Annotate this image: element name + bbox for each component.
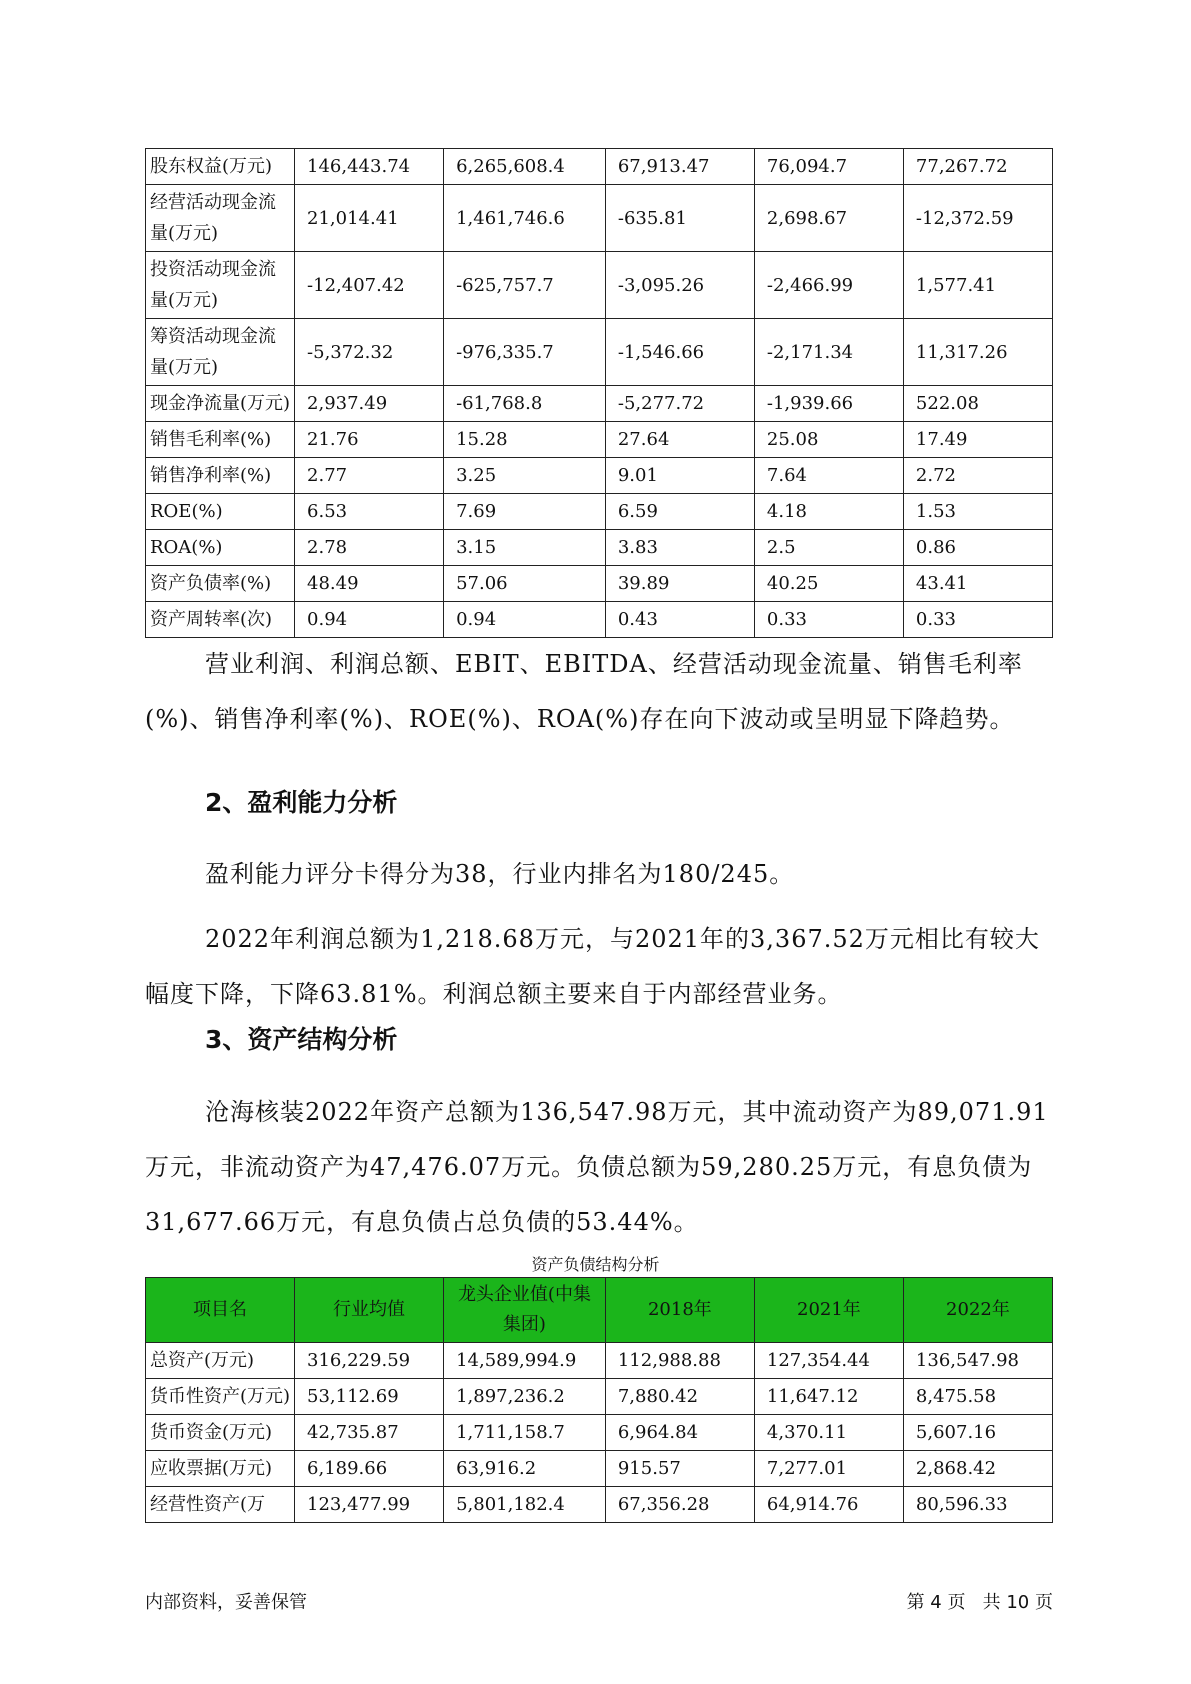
table-row bbox=[146, 319, 1053, 386]
value-cell: 2,937.49 bbox=[295, 386, 444, 422]
value-cell: 42,735.87 bbox=[295, 1415, 444, 1451]
value-cell: 1,711,158.7 bbox=[444, 1415, 606, 1451]
value-cell: 1.53 bbox=[903, 494, 1052, 530]
value-cell: 63,916.2 bbox=[444, 1451, 606, 1487]
table-row bbox=[146, 386, 1053, 422]
value-cell: 14,589,994.9 bbox=[444, 1343, 606, 1379]
column-header: 2018年 bbox=[605, 1278, 754, 1343]
value-cell: 2.78 bbox=[295, 530, 444, 566]
value-cell: 2.5 bbox=[754, 530, 903, 566]
value-cell: -61,768.8 bbox=[444, 386, 606, 422]
value-cell: 43.41 bbox=[903, 566, 1052, 602]
row-label-cell: 经营性资产(万 bbox=[146, 1487, 295, 1523]
value-cell: 3.83 bbox=[605, 530, 754, 566]
value-cell: 127,354.44 bbox=[754, 1343, 903, 1379]
value-cell: 25.08 bbox=[754, 422, 903, 458]
table-row bbox=[146, 530, 1053, 566]
value-cell: 2,698.67 bbox=[754, 185, 903, 252]
value-cell: 1,577.41 bbox=[903, 252, 1052, 319]
section-heading-asset-structure: 3、资产结构分析 bbox=[205, 1025, 398, 1054]
value-cell: 48.49 bbox=[295, 566, 444, 602]
value-cell: 6,265,608.4 bbox=[444, 149, 606, 185]
value-cell: 1,461,746.6 bbox=[444, 185, 606, 252]
value-cell: 17.49 bbox=[903, 422, 1052, 458]
table-row bbox=[146, 566, 1053, 602]
row-label-cell: 经营活动现金流量(万元) bbox=[146, 185, 295, 252]
column-header: 2022年 bbox=[903, 1278, 1052, 1343]
value-cell: 11,317.26 bbox=[903, 319, 1052, 386]
value-cell: 39.89 bbox=[605, 566, 754, 602]
table-row bbox=[146, 1343, 1053, 1379]
row-label-cell: 资产负债率(%) bbox=[146, 566, 295, 602]
footer-page-number: 第 4 页 共 10 页 bbox=[906, 1592, 1053, 1613]
profitability-score-paragraph: 盈利能力评分卡得分为38，行业内排名为180/245。 bbox=[205, 860, 795, 888]
value-cell: 112,988.88 bbox=[605, 1343, 754, 1379]
value-cell: 1,897,236.2 bbox=[444, 1379, 606, 1415]
value-cell: 6.53 bbox=[295, 494, 444, 530]
value-cell: 53,112.69 bbox=[295, 1379, 444, 1415]
table-row bbox=[146, 1451, 1053, 1487]
value-cell: 7.69 bbox=[444, 494, 606, 530]
value-cell: 80,596.33 bbox=[903, 1487, 1052, 1523]
value-cell: 3.15 bbox=[444, 530, 606, 566]
value-cell: 136,547.98 bbox=[903, 1343, 1052, 1379]
row-label-cell: 投资活动现金流量(万元) bbox=[146, 252, 295, 319]
value-cell: 67,913.47 bbox=[605, 149, 754, 185]
value-cell: 8,475.58 bbox=[903, 1379, 1052, 1415]
value-cell: 522.08 bbox=[903, 386, 1052, 422]
table-row bbox=[146, 1379, 1053, 1415]
row-label-cell: 总资产(万元) bbox=[146, 1343, 295, 1379]
asset-liability-structure-table bbox=[145, 1277, 1053, 1523]
row-label-cell: ROA(%) bbox=[146, 530, 295, 566]
row-label-cell: 货币资金(万元) bbox=[146, 1415, 295, 1451]
column-header: 龙头企业值(中集集团) bbox=[444, 1278, 606, 1343]
value-cell: 9.01 bbox=[605, 458, 754, 494]
column-header: 2021年 bbox=[754, 1278, 903, 1343]
row-label-cell: 应收票据(万元) bbox=[146, 1451, 295, 1487]
footer-confidential-note: 内部资料，妥善保管 bbox=[145, 1592, 307, 1613]
value-cell: -5,277.72 bbox=[605, 386, 754, 422]
value-cell: 76,094.7 bbox=[754, 149, 903, 185]
financial-indicators-table bbox=[145, 148, 1053, 638]
value-cell: 21,014.41 bbox=[295, 185, 444, 252]
table-row bbox=[146, 602, 1053, 638]
value-cell: -1,939.66 bbox=[754, 386, 903, 422]
value-cell: 27.64 bbox=[605, 422, 754, 458]
value-cell: 2,868.42 bbox=[903, 1451, 1052, 1487]
value-cell: 4,370.11 bbox=[754, 1415, 903, 1451]
column-header: 项目名 bbox=[146, 1278, 295, 1343]
row-label-cell: 销售净利率(%) bbox=[146, 458, 295, 494]
value-cell: 40.25 bbox=[754, 566, 903, 602]
trend-paragraph: 营业利润、利润总额、EBIT、EBITDA、经营活动现金流量、销售毛利率(%)、销售净利率(%)、ROE(%)、ROA(%)存在向下波动或呈明显下降趋势。 bbox=[145, 650, 1023, 733]
value-cell: 77,267.72 bbox=[903, 149, 1052, 185]
value-cell: 21.76 bbox=[295, 422, 444, 458]
value-cell: 0.33 bbox=[903, 602, 1052, 638]
value-cell: 123,477.99 bbox=[295, 1487, 444, 1523]
table-row bbox=[146, 1415, 1053, 1451]
value-cell: 6,964.84 bbox=[605, 1415, 754, 1451]
value-cell: 4.18 bbox=[754, 494, 903, 530]
table-row bbox=[146, 422, 1053, 458]
value-cell: 6,189.66 bbox=[295, 1451, 444, 1487]
table-row bbox=[146, 494, 1053, 530]
value-cell: 0.86 bbox=[903, 530, 1052, 566]
value-cell: 915.57 bbox=[605, 1451, 754, 1487]
value-cell: 15.28 bbox=[444, 422, 606, 458]
value-cell: -2,171.34 bbox=[754, 319, 903, 386]
value-cell: -3,095.26 bbox=[605, 252, 754, 319]
table-row bbox=[146, 149, 1053, 185]
value-cell: 5,801,182.4 bbox=[444, 1487, 606, 1523]
value-cell: -2,466.99 bbox=[754, 252, 903, 319]
value-cell: 2.77 bbox=[295, 458, 444, 494]
table-caption: 资产负债结构分析 bbox=[531, 1255, 660, 1274]
table-header-row bbox=[146, 1278, 1053, 1343]
table-row bbox=[146, 185, 1053, 252]
section-heading-profitability: 2、盈利能力分析 bbox=[205, 788, 398, 817]
value-cell: 5,607.16 bbox=[903, 1415, 1052, 1451]
asset-structure-paragraph: 沧海核装2022年资产总额为136,547.98万元，其中流动资产为89,071.91万元，非流动资产为47,476.07万元。负债总额为59,280.25万元，有息负债为31,677.66万元，有息负债占总负债的53.44%。 bbox=[145, 1098, 1049, 1236]
value-cell: 146,443.74 bbox=[295, 149, 444, 185]
value-cell: -5,372.32 bbox=[295, 319, 444, 386]
value-cell: -1,546.66 bbox=[605, 319, 754, 386]
profit-total-paragraph: 2022年利润总额为1,218.68万元，与2021年的3,367.52万元相比有较大幅度下降，下降63.81%。利润总额主要来自于内部经营业务。 bbox=[145, 925, 1040, 1008]
row-label-cell: 筹资活动现金流量(万元) bbox=[146, 319, 295, 386]
row-label-cell: 货币性资产(万元) bbox=[146, 1379, 295, 1415]
value-cell: 0.43 bbox=[605, 602, 754, 638]
value-cell: 11,647.12 bbox=[754, 1379, 903, 1415]
value-cell: -12,372.59 bbox=[903, 185, 1052, 252]
table-row bbox=[146, 1487, 1053, 1523]
value-cell: 64,914.76 bbox=[754, 1487, 903, 1523]
value-cell: 316,229.59 bbox=[295, 1343, 444, 1379]
value-cell: 2.72 bbox=[903, 458, 1052, 494]
column-header: 行业均值 bbox=[295, 1278, 444, 1343]
value-cell: 6.59 bbox=[605, 494, 754, 530]
value-cell: 7.64 bbox=[754, 458, 903, 494]
value-cell: 3.25 bbox=[444, 458, 606, 494]
row-label-cell: 销售毛利率(%) bbox=[146, 422, 295, 458]
value-cell: -635.81 bbox=[605, 185, 754, 252]
row-label-cell: ROE(%) bbox=[146, 494, 295, 530]
table-row bbox=[146, 252, 1053, 319]
value-cell: 7,277.01 bbox=[754, 1451, 903, 1487]
value-cell: 0.33 bbox=[754, 602, 903, 638]
value-cell: 0.94 bbox=[444, 602, 606, 638]
value-cell: 7,880.42 bbox=[605, 1379, 754, 1415]
row-label-cell: 股东权益(万元) bbox=[146, 149, 295, 185]
value-cell: -12,407.42 bbox=[295, 252, 444, 319]
table-row bbox=[146, 458, 1053, 494]
value-cell: -625,757.7 bbox=[444, 252, 606, 319]
row-label-cell: 资产周转率(次) bbox=[146, 602, 295, 638]
value-cell: -976,335.7 bbox=[444, 319, 606, 386]
row-label-cell: 现金净流量(万元) bbox=[146, 386, 295, 422]
value-cell: 0.94 bbox=[295, 602, 444, 638]
value-cell: 67,356.28 bbox=[605, 1487, 754, 1523]
value-cell: 57.06 bbox=[444, 566, 606, 602]
